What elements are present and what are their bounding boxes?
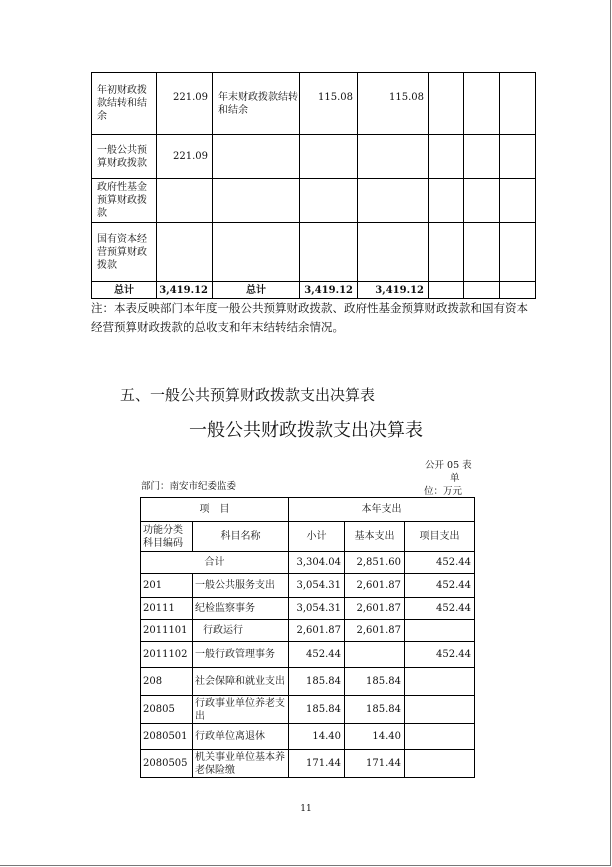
cell-value: 221.09 — [157, 135, 213, 179]
row-name: 社会保障和就业支出 — [193, 668, 289, 696]
header-name: 科目名称 — [193, 522, 289, 552]
total-value: 3,419.12 — [157, 282, 213, 299]
header-year: 本年支出 — [289, 498, 475, 522]
row-name: 行政单位离退休 — [193, 724, 289, 750]
header-basic: 基本支出 — [345, 522, 405, 552]
cell-value: 115.08 — [358, 73, 429, 135]
total-label: 合计 — [141, 552, 289, 574]
row-subtotal: 171.44 — [289, 750, 345, 778]
row-basic: 14.40 — [345, 724, 405, 750]
total-value: 3,419.12 — [300, 282, 358, 299]
row-code: 2011101 — [141, 620, 193, 642]
row-name: 一般公共服务支出 — [193, 574, 289, 598]
total-label: 总计 — [92, 282, 157, 299]
table-row — [141, 598, 475, 620]
section-heading: 五、一般公共预算财政拨款支出决算表 — [120, 386, 376, 404]
row-code: 2011102 — [141, 642, 193, 668]
row-name: 纪检监察事务 — [193, 598, 289, 620]
row-subtotal: 185.84 — [289, 696, 345, 724]
row-subtotal: 3,054.31 — [289, 598, 345, 620]
row-code: 208 — [141, 668, 193, 696]
header-row — [141, 522, 475, 552]
row-project — [405, 750, 475, 778]
table-row — [92, 223, 536, 282]
row-project — [405, 696, 475, 724]
table-row — [92, 73, 536, 135]
row-project: 452.44 — [405, 598, 475, 620]
row-code: 20111 — [141, 598, 193, 620]
table-row — [141, 668, 475, 696]
table-row — [141, 724, 475, 750]
form-number: 公开 05 表 — [425, 460, 472, 471]
table-row — [92, 135, 536, 179]
row-project — [405, 724, 475, 750]
header-project: 项目支出 — [405, 522, 475, 552]
row-name: 机关事业单位基本养老保险缴 — [193, 750, 289, 778]
row-project: 452.44 — [405, 642, 475, 668]
row-basic: 2,601.87 — [345, 620, 405, 642]
table-row — [92, 179, 536, 223]
row-project — [405, 668, 475, 696]
row-label: 一般公共预算财政拨款 — [92, 135, 157, 179]
budget-summary-table — [91, 72, 536, 299]
table-row — [141, 642, 475, 668]
row-label: 年初财政拨款结转和结余 — [92, 73, 157, 135]
cell-value: 221.09 — [157, 73, 213, 135]
page-number: 11 — [300, 804, 312, 814]
row-basic: 2,601.87 — [345, 574, 405, 598]
row-subtotal: 3,054.31 — [289, 574, 345, 598]
expense-table — [140, 497, 475, 778]
row-code: 20805 — [141, 696, 193, 724]
row-project — [405, 620, 475, 642]
row-basic: 2,601.87 — [345, 598, 405, 620]
unit-label-b: 位：万元 — [424, 486, 463, 497]
total-value: 3,419.12 — [358, 282, 429, 299]
row-project: 452.44 — [405, 574, 475, 598]
total-row — [141, 552, 475, 574]
header-row — [141, 498, 475, 522]
header-item: 项 目 — [141, 498, 289, 522]
header-subtotal: 小计 — [289, 522, 345, 552]
row-subtotal: 14.40 — [289, 724, 345, 750]
total-label: 总计 — [213, 282, 300, 299]
row-label: 国有资本经营预算财政拨款 — [92, 223, 157, 282]
row-basic: 171.44 — [345, 750, 405, 778]
row-code: 2080501 — [141, 724, 193, 750]
row-code: 2080505 — [141, 750, 193, 778]
row-name: 行政运行 — [193, 620, 289, 642]
row-label: 政府性基金预算财政拨款 — [92, 179, 157, 223]
row-code: 201 — [141, 574, 193, 598]
row-basic: 185.84 — [345, 696, 405, 724]
total-basic: 2,851.60 — [345, 552, 405, 574]
row-name: 一般行政管理事务 — [193, 642, 289, 668]
table-row — [141, 620, 475, 642]
table-row — [141, 574, 475, 598]
department-label: 部门：南安市纪委监委 — [141, 481, 237, 492]
row-name: 行政事业单位养老支出 — [193, 696, 289, 724]
unit-label-a: 单 — [450, 473, 460, 484]
row-basic — [345, 642, 405, 668]
table-note: 注：本表反映部门本年度一般公共预算财政拨款、政府性基金预算财政拨款和国有资本经营预算财政拨款的总收支和年末结转结余情况。 — [91, 301, 528, 334]
row-basic: 185.84 — [345, 668, 405, 696]
row-subtotal: 2,601.87 — [289, 620, 345, 642]
total-subtotal: 3,304.04 — [289, 552, 345, 574]
total-project: 452.44 — [405, 552, 475, 574]
total-row — [92, 282, 536, 299]
cell-value: 115.08 — [300, 73, 358, 135]
table-row — [141, 696, 475, 724]
row-subtotal: 452.44 — [289, 642, 345, 668]
table-row — [141, 750, 475, 778]
row-label: 年末财政拨款结转和结余 — [213, 73, 300, 135]
header-code: 功能分类科目编码 — [141, 522, 193, 552]
row-subtotal: 185.84 — [289, 668, 345, 696]
table-title: 一般公共财政拨款支出决算表 — [189, 420, 423, 441]
